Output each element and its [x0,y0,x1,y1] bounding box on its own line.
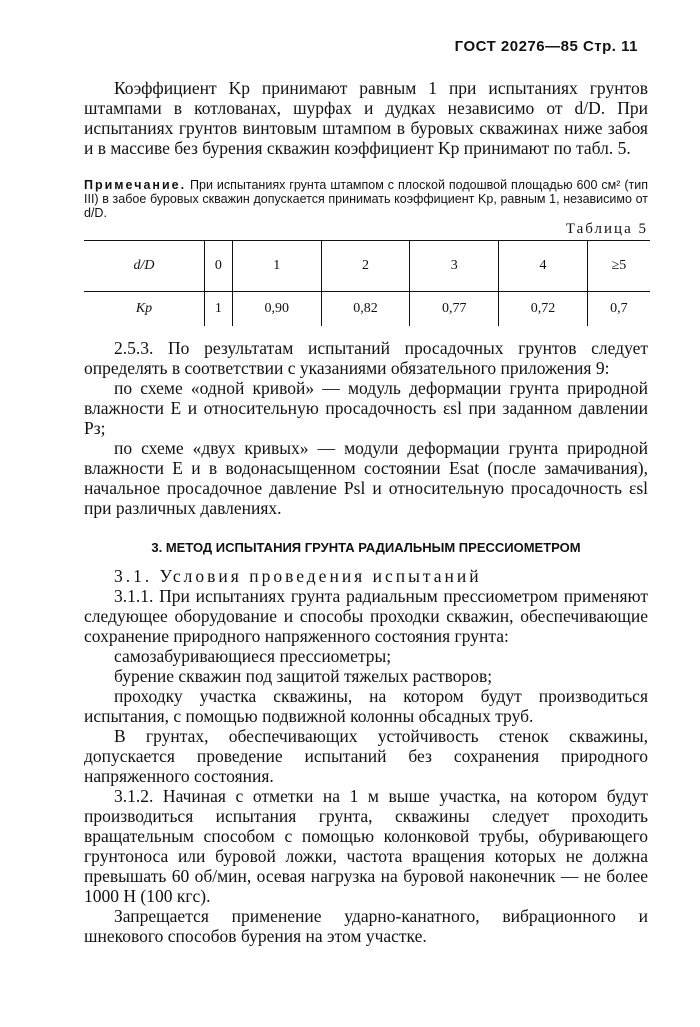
list-item: бурение скважин под защитой тяжелых растворов; [114,666,493,686]
paragraph-forbid: Запрещается применение ударно-канатного, вибрационного и шнекового способов бурения на этом участке. [84,906,648,946]
paragraph-two-curves: по схеме «двух кривых» — модули деформации грунта природной влажности E и в водонасыщенном состоянии Esat (после замачивания), начальное просадочное давление Psl и относительную просадочность εsl при различных давлениях. [84,438,648,518]
table-header-cell: 3 [410,241,499,292]
table-5 [84,240,650,326]
table-header-row [84,241,650,292]
section-3-title: 3. МЕТОД ИСПЫТАНИЯ ГРУНТА РАДИАЛЬНЫМ ПРЕССИОМЕТРОМ [151,540,581,555]
table-caption: Таблица 5 [565,221,648,237]
table-cell: 0,77 [410,292,499,327]
block-section-3 [84,566,648,946]
table-cell: Kр [135,301,153,316]
table-row [84,292,650,327]
table-header-cell: 2 [321,241,410,292]
paragraph-3-1-1: 3.1.1. При испытаниях грунта радиальным прессиометром применяют следующее оборудование и способы проходки скважин, обеспечивающие сохранение природного напряженного состояния грунта: [84,586,648,646]
table-cell: 0,90 [232,292,321,327]
table-header-cell: 1 [232,241,321,292]
note-text: При испытаниях грунта штампом с плоской подошвой площадью 600 см² (тип III) в забое буровых скважин допускается принимать коэффициент Kр, равным 1, независимо от d/D. [84,178,648,220]
table-cell: 0,7 [587,292,650,327]
paragraph-one-curve: по схеме «одной кривой» — модуль деформации грунта природной влажности E и относительную просадочность εsl при заданном давлении Pз; [84,378,648,438]
page-header: ГОСТ 20276—85 Стр. 11 [454,38,638,55]
table-header-cell: d/D [84,241,205,292]
list-item: самозабуривающиеся прессиометры; [114,646,392,666]
table-header-cell: 4 [499,241,588,292]
table-cell: 0,72 [499,292,588,327]
table-cell: 1 [205,292,233,327]
paragraph-3-1-2: 3.1.2. Начиная с отметки на 1 м выше участка, на котором будут производиться испытания грунта, скважины следует проходить вращательным способом с помощью колонковой трубы, обуривающего грунтоноса или буровой ложки, частота вращения которых не должна превышать 60 об/мин, осевая нагрузка на буровой наконечник — не более 1000 Н (100 кгс). [84,786,648,906]
note [84,178,648,220]
note-label: Примечание. [84,178,187,192]
paragraph-grounds: В грунтах, обеспечивающих устойчивость стенок скважины, допускается проведение испытаний без сохранения природного напряженного состояния. [84,726,648,786]
paragraph-2-5-3: 2.5.3. По результатам испытаний просадочных грунтов следует определять в соответствии с указаниями обязательного приложения 9: [84,338,648,378]
block-intro [84,78,648,158]
table-header-cell: ≥5 [587,241,650,292]
table-cell: 0,82 [321,292,410,327]
subsection-3-1-title: 3.1. Условия проведения испытаний [114,566,482,586]
list-item: проходку участка скважины, на котором будут производиться испытания, с помощью подвижной колонны обсадных труб. [84,686,648,726]
block-253 [84,338,648,518]
paragraph-kp: Коэффициент Kр принимают равным 1 при испытаниях грунтов штампами в котлованах, шурфах и дудках независимо от d/D. При испытаниях грунтов винтовым штампом в буровых скважинах ниже забоя и в массиве без бурения скважин коэффициент Kр принимают по табл. 5. [84,78,648,158]
table-header-cell: 0 [205,241,233,292]
